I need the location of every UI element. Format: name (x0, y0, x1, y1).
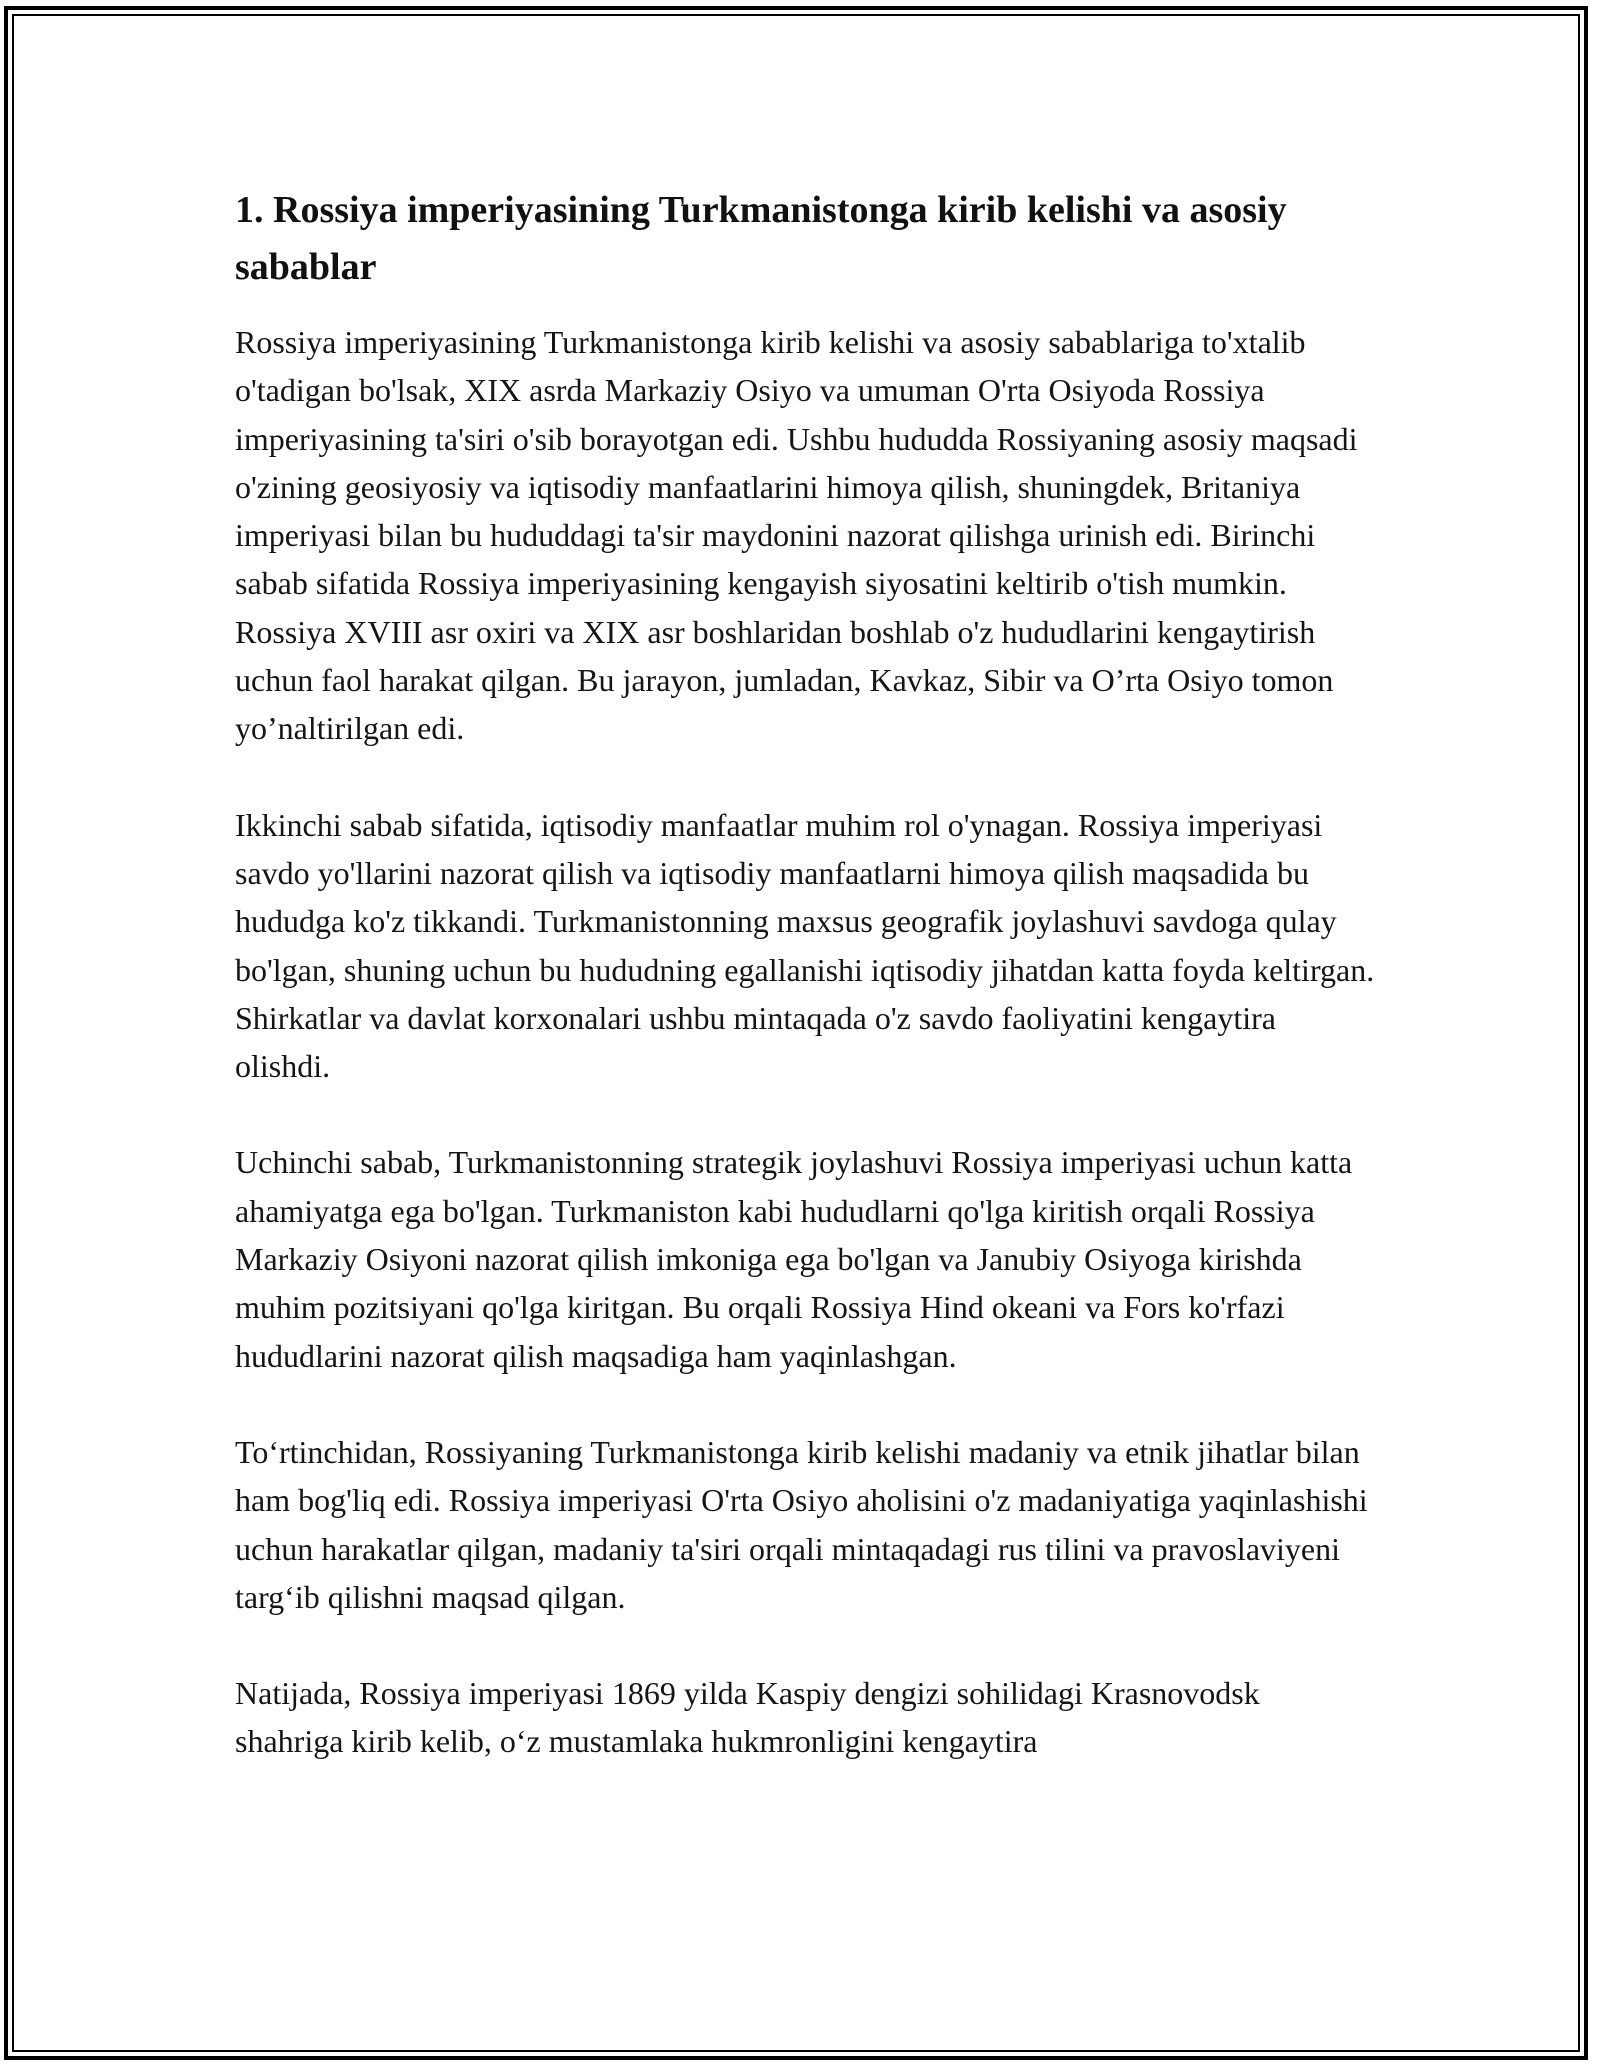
section-heading: 1. Rossiya imperiyasining Turkmanistonga kirib kelishi va asosiy sabablar (235, 189, 1287, 288)
paragraph-5: Natijada, Rossiya imperiyasi 1869 yilda Kaspiy dengizi sohilidagi Krasnovodsk shahriga kirib kelib, o‘z mustamlaka hukmronligini kengaytira (235, 1675, 1260, 1760)
paragraph-1: Rossiya imperiyasining Turkmanistonga kirib kelishi va asosiy sabablariga to'xtalib o'tadigan bo'lsak, XIX asrda Markaziy Osiyo va umuman O'rta Osiyoda Rossiya imperiyasining ta'siri o'sib borayotgan edi. Ushbu hududda Rossiyaning asosiy maqsadi o'zining geosiyosiy va iqtisodiy manfaatlarini himoya qilish, shuningdek, Britaniya imperiyasi bilan bu hududdagi ta'sir maydonini nazorat qilishga urinish edi. Birinchi sabab sifatida Rossiya imperiyasining kengayish siyosatini keltirib o'tish mumkin. Rossiya XVIII asr oxiri va XIX asr boshlaridan boshlab o'z hududlarini kengaytirish uchun faol harakat qilgan. Bu jarayon, jumladan, Kavkaz, Sibir va O’rta Osiyo tomon yo’naltirilgan edi. (235, 324, 1358, 747)
document-body (235, 182, 1375, 1766)
paragraph-4: To‘rtinchidan, Rossiyaning Turkmanistonga kirib kelishi madaniy va etnik jihatlar bilan ham bog'liq edi. Rossiya imperiyasi O'rta Osiyo aholisini o'z madaniyatiga yaqinlashishi uchun harakatlar qilgan, madaniy ta'siri orqali mintaqadagi rus tilini va pravoslaviyeni targ‘ib qilishni maqsad qilgan. (235, 1433, 1368, 1615)
paragraph-3: Uchinchi sabab, Turkmanistonning strategik joylashuvi Rossiya imperiyasi uchun katta ahamiyatga ega bo'lgan. Turkmaniston kabi hududlarni qo'lga kiritish orqali Rossiya Markaziy Osiyoni nazorat qilish imkoniga ega bo'lgan va Janubiy Osiyoga kirishda muhim pozitsiyani qo'lga kiritgan. Bu orqali Rossiya Hind okeani va Fors ko'rfazi hududlarini nazorat qilish maqsadiga ham yaqinlashgan. (235, 1144, 1353, 1374)
paragraph-2: Ikkinchi sabab sifatida, iqtisodiy manfaatlar muhim rol o'ynagan. Rossiya imperiyasi savdo yo'llarini nazorat qilish va iqtisodiy manfaatlarni himoya qilish maqsadida bu hududga ko'z tikkandi. Turkmanistonning maxsus geografik joylashuvi savdoga qulay bo'lgan, shuning uchun bu hududning egallanishi iqtisodiy jihatdan katta foyda keltirgan. Shirkatlar va davlat korxonalari ushbu mintaqada o'z savdo faoliyatini kengaytira olishdi. (235, 806, 1375, 1085)
